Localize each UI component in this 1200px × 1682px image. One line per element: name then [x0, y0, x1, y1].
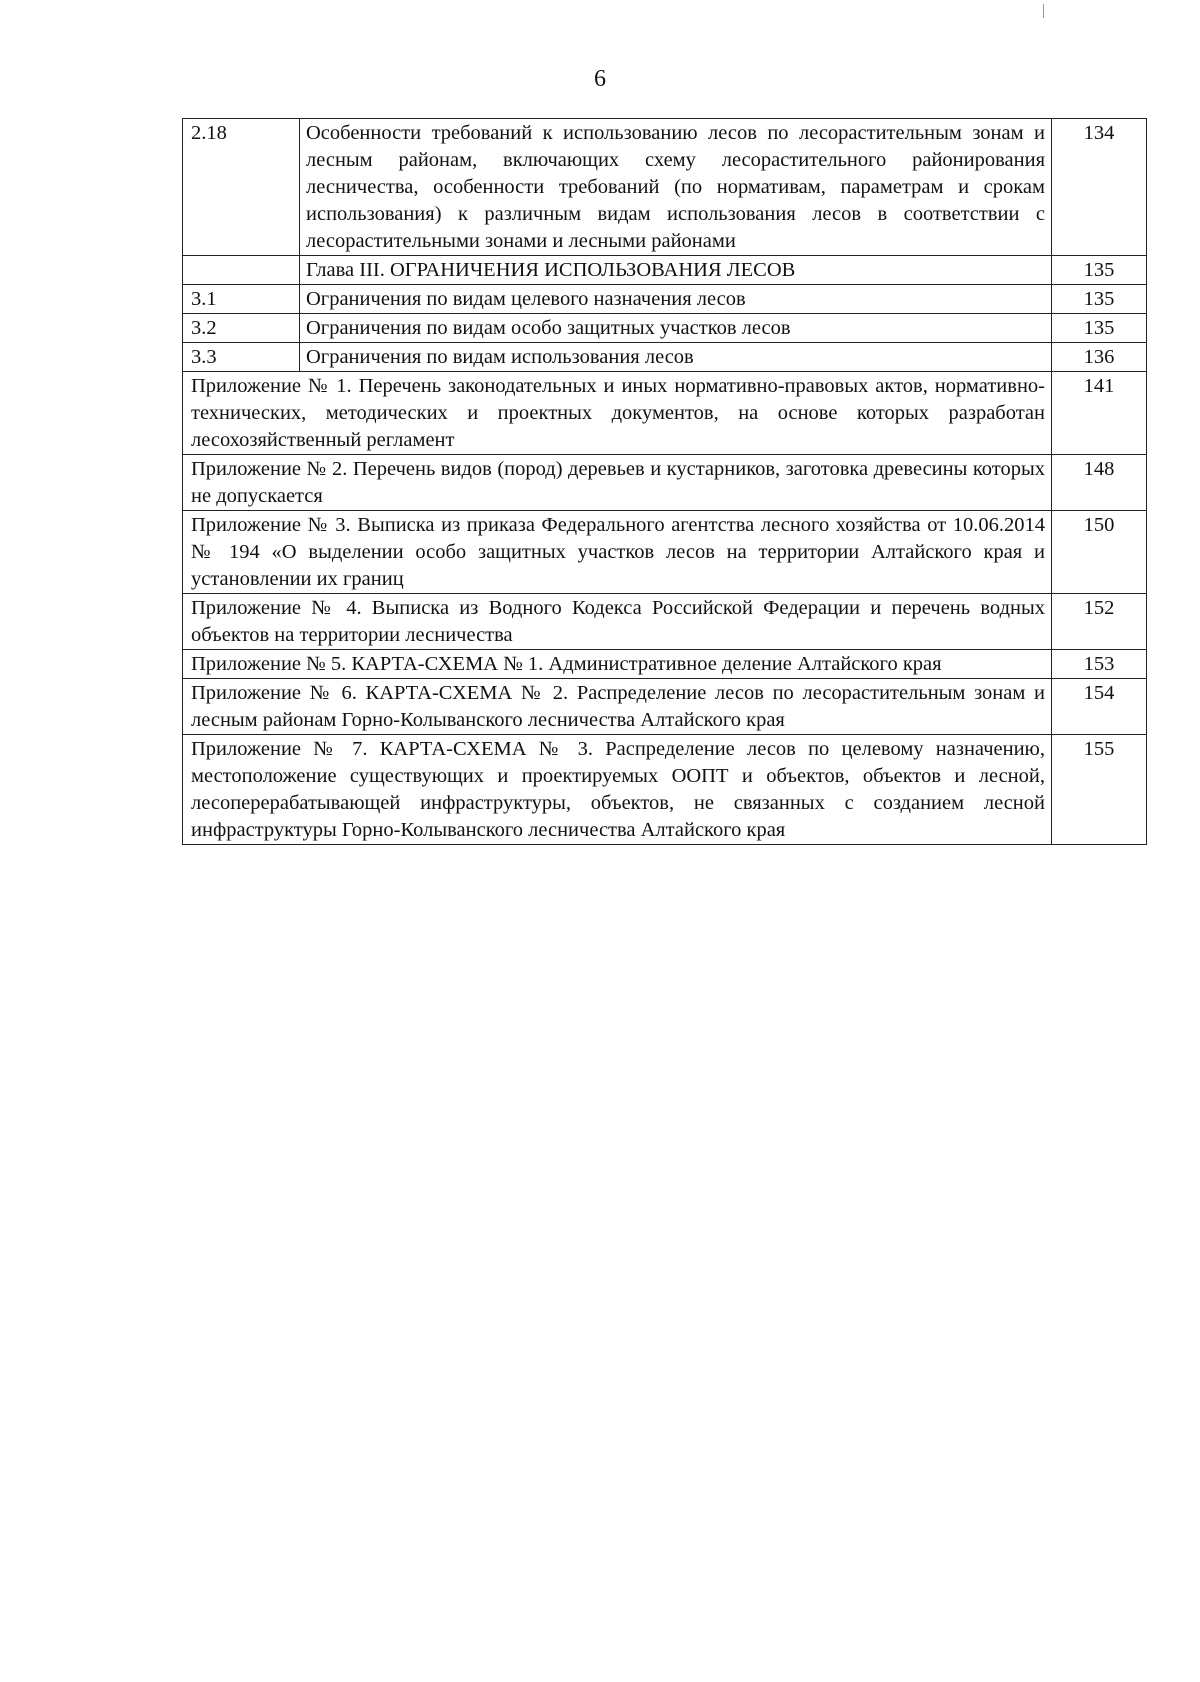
section-number — [183, 256, 300, 285]
toc-row-appendix-7 — [183, 735, 1147, 845]
appendix-title: Приложение № 7. КАРТА-СХЕМА № 3. Распределение лесов по целевому назначению, местоположение существующих и проектируемых ООПТ и объектов, объектов и лесной, лесоперерабатывающей инфраструктуры, объектов, не связанных с созданием лесной инфраструктуры Горно-Колыванского лесничества Алтайского края — [183, 735, 1052, 845]
table-of-contents — [182, 118, 1147, 845]
page-number: 6 — [594, 66, 606, 92]
section-number: 3.1 — [183, 285, 300, 314]
toc-row-appendix-1 — [183, 372, 1147, 455]
page-ref: 141 — [1052, 372, 1147, 455]
toc-row-appendix-6 — [183, 679, 1147, 735]
section-number: 2.18 — [183, 119, 300, 256]
appendix-title: Приложение № 1. Перечень законодательных и иных нормативно-правовых актов, нормативно-технических, методических и проектных документов, на основе которых разработан лесохозяйственный регламент — [183, 372, 1052, 455]
page-ref: 135 — [1052, 285, 1147, 314]
page-ref: 134 — [1052, 119, 1147, 256]
toc-row-2-18 — [183, 119, 1147, 256]
toc-row-appendix-5 — [183, 650, 1147, 679]
page-ref: 155 — [1052, 735, 1147, 845]
section-number: 3.3 — [183, 343, 300, 372]
page-ref: 148 — [1052, 455, 1147, 511]
page-ref: 152 — [1052, 594, 1147, 650]
section-title: Ограничения по видам особо защитных участков лесов — [300, 314, 1052, 343]
toc-row-3-3 — [183, 343, 1147, 372]
toc-row-appendix-4 — [183, 594, 1147, 650]
toc-row-chapter-3 — [183, 256, 1147, 285]
page-ref: 154 — [1052, 679, 1147, 735]
section-title: Ограничения по видам использования лесов — [300, 343, 1052, 372]
toc-row-appendix-2 — [183, 455, 1147, 511]
chapter-title: Глава III. ОГРАНИЧЕНИЯ ИСПОЛЬЗОВАНИЯ ЛЕСОВ — [300, 256, 1052, 285]
page-ref: 150 — [1052, 511, 1147, 594]
page-ref: 135 — [1052, 314, 1147, 343]
appendix-title: Приложение № 4. Выписка из Водного Кодекса Российской Федерации и перечень водных объектов на территории лесничества — [183, 594, 1052, 650]
appendix-title: Приложение № 6. КАРТА-СХЕМА № 2. Распределение лесов по лесорастительным зонам и лесным районам Горно-Колыванского лесничества Алтайского края — [183, 679, 1052, 735]
section-number: 3.2 — [183, 314, 300, 343]
section-title: Ограничения по видам целевого назначения лесов — [300, 285, 1052, 314]
page-ref: 135 — [1052, 256, 1147, 285]
page-ref: 136 — [1052, 343, 1147, 372]
toc-row-appendix-3 — [183, 511, 1147, 594]
section-title: Особенности требований к использованию лесов по лесорастительным зонам и лесным районам, включающих схему лесорастительного районирования лесничества, особенности требований (по нормативам, параметрам и срокам использования) к различным видам использования лесов в соответствии с лесорастительными зонами и лесными районами — [300, 119, 1052, 256]
appendix-title: Приложение № 2. Перечень видов (пород) деревьев и кустарников, заготовка древесины которых не допускается — [183, 455, 1052, 511]
appendix-title: Приложение № 5. КАРТА-СХЕМА № 1. Административное деление Алтайского края — [183, 650, 1052, 679]
toc-row-3-2 — [183, 314, 1147, 343]
page-ref: 153 — [1052, 650, 1147, 679]
toc-row-3-1 — [183, 285, 1147, 314]
appendix-title: Приложение № 3. Выписка из приказа Федерального агентства лесного хозяйства от 10.06.2014 № 194 «О выделении особо защитных участков лесов на территории Алтайского края и установлении их границ — [183, 511, 1052, 594]
scan-edge-mark — [1043, 4, 1044, 18]
